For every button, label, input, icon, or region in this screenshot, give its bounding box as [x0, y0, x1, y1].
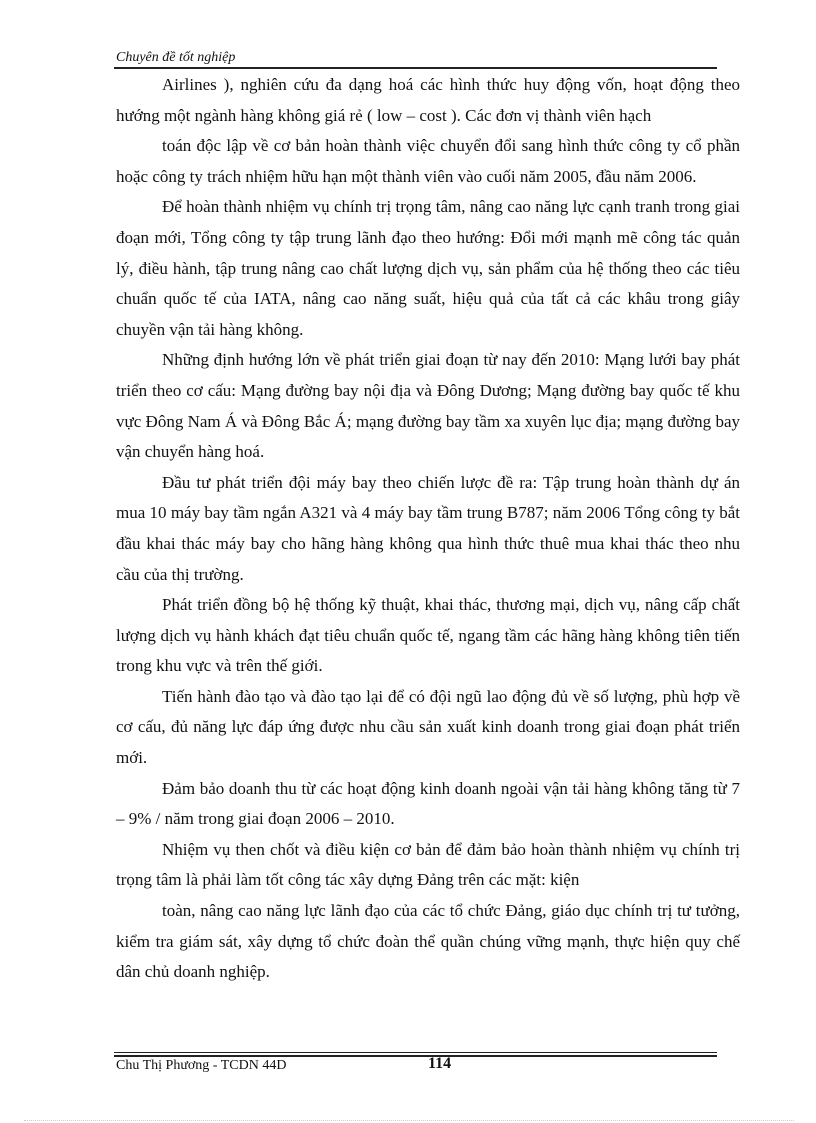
paragraph-3: Để hoàn thành nhiệm vụ chính trị trọng tâm, nâng cao năng lực cạnh tranh trong giai đoạn mới, Tổng công ty tập trung lãnh đạo theo hướng: Đổi mới mạnh mẽ công tác quản lý, điều hành, tập trung nâng cao chất lượng dịch vụ, sản phẩm của hệ thống theo các tiêu chuẩn quốc tế của IATA, nâng cao năng suất, hiệu quả của tất cả các khâu trong giây chuyền vận tải hàng không. — [116, 197, 740, 339]
paragraph-10: toàn, nâng cao năng lực lãnh đạo của các tổ chức Đảng, giáo dục chính trị tư tưởng, kiểm tra giám sát, xây dựng tổ chức đoàn thể quần chúng vững mạnh, thực hiện quy chế dân chủ doanh nghiệp. — [116, 901, 740, 982]
document-body — [116, 70, 740, 988]
footer-divider-thin — [114, 1052, 717, 1053]
page-header-title: Chuyên đề tốt nghiệp — [116, 50, 236, 65]
paragraph-4: Những định hướng lớn về phát triển giai đoạn từ nay đến 2010: Mạng lưới bay phát triển theo cơ cấu: Mạng đường bay nội địa và Đông Dương; Mạng đường bay quốc tế khu vực Đông Nam Á và Đông Bắc Á; mạng đường bay tầm xa xuyên lục địa; mạng đường bay vận chuyển hàng hoá. — [116, 350, 740, 462]
paragraph-7: Tiến hành đào tạo và đào tạo lại để có đội ngũ lao động đủ về số lượng, phù hợp về cơ cấu, đủ năng lực đáp ứng được nhu cầu sản xuất kinh doanh trong giai đoạn phát triển mới. — [116, 686, 740, 768]
page-number: 114 — [428, 1055, 452, 1072]
paragraph-9: Nhiệm vụ then chốt và điều kiện cơ bản để đảm bảo hoàn thành nhiệm vụ chính trị trọng tâm là phải làm tốt công tác xây dựng Đảng trên các mặt: kiện — [116, 839, 740, 890]
paragraph-5: Đầu tư phát triển đội máy bay theo chiến lược đề ra: Tập trung hoàn thành dự án mua 10 máy bay tầm ngắn A321 và 4 máy bay tầm trung B787; năm 2006 Tổng công ty bắt đầu khai thác máy bay cho hãng hàng không qua hình thức thuê mua khai thác theo nhu cầu của thị trường. — [116, 472, 740, 584]
page-bottom-edge — [24, 1120, 794, 1121]
header-divider — [114, 67, 717, 69]
footer-divider-thick — [114, 1055, 717, 1057]
paragraph-2: toán độc lập về cơ bản hoàn thành việc chuyển đổi sang hình thức công ty cổ phần hoặc công ty trách nhiệm hữu hạn một thành viên vào cuối năm 2005, đầu năm 2006. — [116, 136, 740, 186]
paragraph-1: Airlines ), nghiên cứu đa dạng hoá các hình thức huy động vốn, hoạt động theo hướng một ngành hàng không giá rẻ ( low – cost ). Các đơn vị thành viên hạch — [116, 75, 740, 125]
paragraph-6: Phát triển đồng bộ hệ thống kỹ thuật, khai thác, thương mại, dịch vụ, nâng cấp chất lượng dịch vụ hành khách đạt tiêu chuẩn quốc tế, ngang tầm các hãng hàng không tiên tiến trong khu vực và trên thế giới. — [116, 595, 740, 676]
footer-author: Chu Thị Phương - TCDN 44D — [116, 1058, 287, 1073]
paragraph-8: Đảm bảo doanh thu từ các hoạt động kinh doanh ngoài vận tải hàng không tăng từ 7 – 9% / năm trong giai đoạn 2006 – 2010. — [116, 778, 740, 829]
